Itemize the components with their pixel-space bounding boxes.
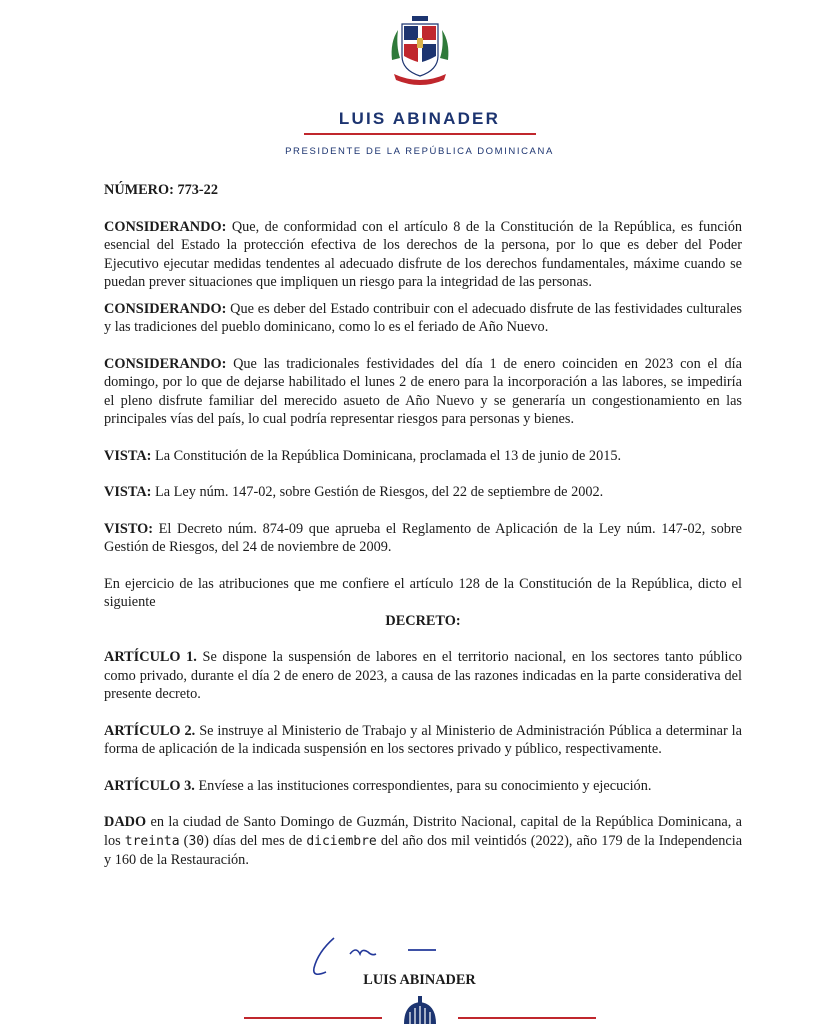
header-divider <box>304 133 536 135</box>
articulo-2-text: Se instruye al Ministerio de Trabajo y al Ministerio de Administración Pública a determinar la forma de aplicación de la indicada suspensión en los sectores privado y público, respectivamente. <box>104 722 743 757</box>
visto-label: VISTO: <box>104 520 153 537</box>
articulo-1-text: Se dispone la suspensión de labores en el territorio nacional, en los sectores tanto público como privado, durante el día 2 de enero de 2023, a causa de las razones indicadas en la parte considerativa del presente decreto. <box>104 649 743 702</box>
dado-text-2: días del mes de <box>212 832 303 849</box>
dado-paragraph <box>104 813 742 870</box>
vista-2-label: VISTA: <box>104 484 152 500</box>
considerando-2-label: CONSIDERANDO: <box>104 300 227 317</box>
dado-label: DADO <box>104 814 147 830</box>
dome-icon <box>398 996 442 1024</box>
considerando-3-label: CONSIDERANDO: <box>104 355 227 372</box>
decree-number: NÚMERO: 773-22 <box>104 182 218 198</box>
dado-text-1: en la ciudad de Santo Domingo de Guzmán, Distrito Nacional, capital de la República Dominicana, a los <box>104 814 743 849</box>
dado-text-3: del año dos mil veintidós (2022), año 179 de la Independencia y 160 de la Restauración. <box>104 832 743 868</box>
coat-of-arms-icon <box>384 12 456 88</box>
header-title: PRESIDENTE DE LA REPÚBLICA DOMINICANA <box>285 146 554 157</box>
dado-paren-close: ) <box>204 832 209 849</box>
visto <box>104 520 742 557</box>
vista-1-text: La Constitución de la República Dominicana, proclamada el 13 de junio de 2015. <box>154 447 622 464</box>
articulo-3-text: Envíese a las instituciones correspondientes, para su conocimiento y ejecución. <box>198 777 652 794</box>
considerando-3 <box>104 355 742 429</box>
decree-body <box>104 181 742 870</box>
visto-text: El Decreto núm. 874-09 que aprueba el Reglamento de Aplicación de la Ley núm. 147-02, sobre Gestión de Riesgos, del 24 de noviembre de 2009. <box>104 520 742 555</box>
footer-divider-right <box>458 1017 596 1019</box>
vista-2 <box>104 483 742 502</box>
decreto-heading: DECRETO: <box>385 612 461 629</box>
dado-day-word: treinta <box>124 833 180 849</box>
considerando-1-text: Que, de conformidad con el artículo 8 de la Constitución de la República, es función esencial del Estado la protección efectiva de los derechos de la persona, por lo que es deber del Poder Ejecutivo ejecutar medidas tendentes al adecuado disfrute de los derechos fundamentales, máxime cuando se puedan prever situaciones que impliquen un riesgo para la integridad de las personas. <box>104 218 742 290</box>
articulo-2-label: ARTÍCULO 2. <box>104 722 196 739</box>
articulo-1 <box>104 648 742 704</box>
dado-day-number: 30 <box>188 833 205 849</box>
dado-month: diciembre <box>306 833 377 849</box>
considerando-2 <box>104 300 742 337</box>
vista-1 <box>104 447 742 466</box>
ejercicio-paragraph: En ejercicio de las atribuciones que me confiere el artículo 128 de la Constitución de la República, dicto el siguiente <box>104 575 742 610</box>
considerando-3-text: Que las tradicionales festividades del día 1 de enero coinciden en 2023 con el día domingo, por lo que de dejarse habilitado el lunes 2 de enero para la incorporación a las labores, se impediría el pleno disfrute familiar del merecido asueto de Año Nuevo y se generaría un congestionamiento en las principales vías del país, lo cual podría representar riesgos para personas y bienes. <box>104 355 742 427</box>
articulo-1-label: ARTÍCULO 1. <box>104 649 197 665</box>
signatory-name: LUIS ABINADER <box>363 972 476 988</box>
articulo-2 <box>104 722 742 759</box>
considerando-1-label: CONSIDERANDO: <box>104 218 227 235</box>
articulo-3-label: ARTÍCULO 3. <box>104 777 195 794</box>
vista-1-label: VISTA: <box>104 447 152 464</box>
vista-2-text: La Ley núm. 147-02, sobre Gestión de Riesgos, del 22 de septiembre de 2002. <box>154 484 604 500</box>
considerando-2-text: Que es deber del Estado contribuir con el adecuado disfrute de las festividades culturales y las tradiciones del pueblo dominicano, como lo es el feriado de Año Nuevo. <box>104 300 742 335</box>
considerando-1 <box>104 218 742 292</box>
articulo-3 <box>104 777 742 796</box>
header-name: LUIS ABINADER <box>338 109 501 128</box>
dado-paren-open: ( <box>183 832 189 849</box>
footer-divider-left <box>244 1017 382 1019</box>
